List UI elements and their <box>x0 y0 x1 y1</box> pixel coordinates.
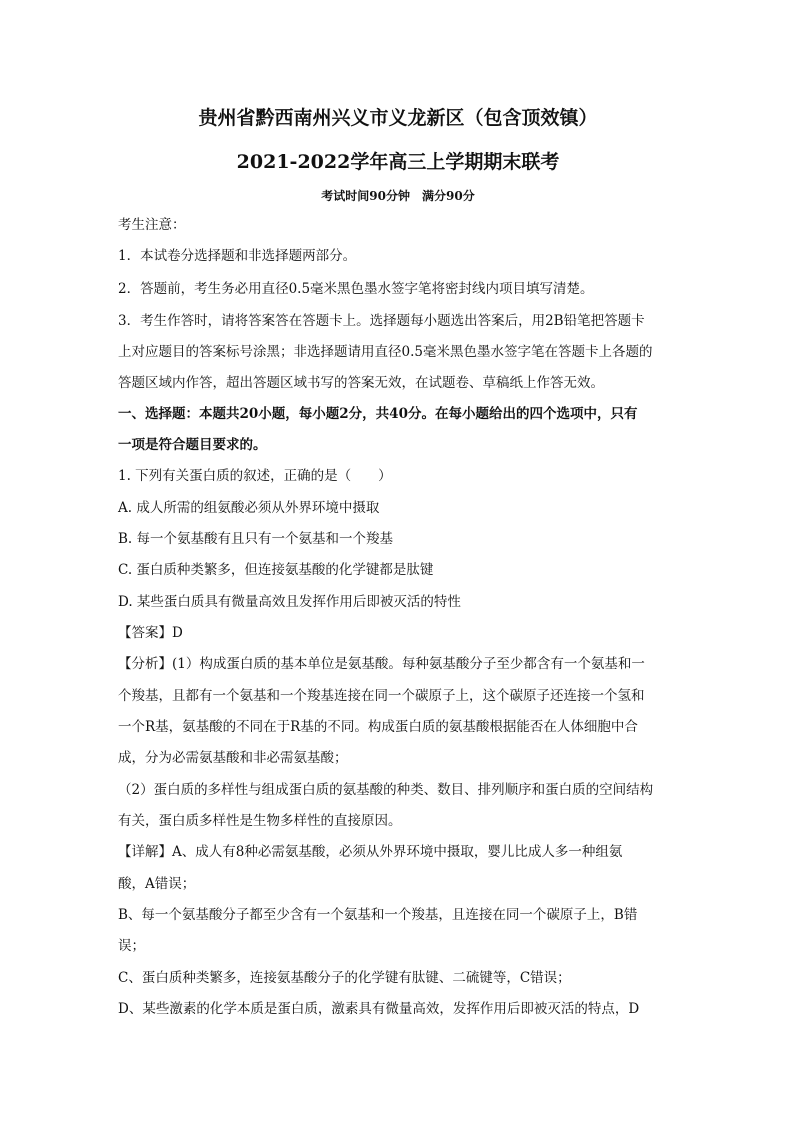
notice-heading: 考生注意： <box>118 217 186 233</box>
notice-item-3-line2: 上对应题目的答案标号涂黑；非选择题请用直径0.5毫米黑色墨水签字笔在答题卡上各题的 <box>118 344 653 360</box>
question1-option-c: C. 蛋白质种类繁多，但连接氨基酸的化学键都是肽键 <box>118 562 434 578</box>
section1-heading-line1: 一、选择题：本题共20小题，每小题2分，共40分。在每小题给出的四个选项中，只有 <box>118 406 638 422</box>
document-title-line2: 2021-2022学年高三上学期期末联考 <box>236 151 560 173</box>
notice-item-3-line1: 3．考生作答时，请将答案答在答题卡上。选择题每小题选出答案后，用2B铅笔把答题卡 <box>118 313 645 329</box>
notice-item-2: 2．答题前，考生务必用直径0.5毫米黑色墨水签字笔将密封线内项目填写清楚。 <box>118 281 594 297</box>
question1-option-a: A. 成人所需的组氨酸必须从外界环境中摄取 <box>118 500 380 516</box>
analysis-line4: 成，分为必需氨基酸和非必需氨基酸； <box>118 750 348 766</box>
analysis-line1: 【分析】(1）构成蛋白质的基本单位是氨基酸。每种氨基酸分子至少都含有一个氨基和一 <box>118 656 645 672</box>
detail-line2: 酸，A错误； <box>118 876 196 892</box>
question1-answer: 【答案】D <box>118 625 183 641</box>
section1-heading-line2: 一项是符合题目要求的。 <box>118 437 267 453</box>
detail-line5: C、蛋白质种类繁多，连接氨基酸分子的化学键有肽键、二硫键等，C错误； <box>118 970 571 986</box>
detail-line4: 误； <box>118 938 145 954</box>
detail-line3: B、每一个氨基酸分子都至少含有一个氨基和一个羧基，且连接在同一个碳原子上，B错 <box>118 907 638 923</box>
detail-line1: 【详解】A、成人有8种必需氨基酸，必须从外界环境中摄取，婴儿比成人多一种组氨 <box>118 844 623 860</box>
analysis-line6: 有关，蛋白质多样性是生物多样性的直接原因。 <box>118 813 402 829</box>
analysis-line3: 一个R基，氨基酸的不同在于R基的不同。构成蛋白质的氨基酸根据能否在人体细胞中合 <box>118 719 638 735</box>
notice-item-1: 1．本试卷分选择题和非选择题两部分。 <box>118 248 357 264</box>
analysis-line5: （2）蛋白质的多样性与组成蛋白质的氨基酸的种类、数目、排列顺序和蛋白质的空间结构 <box>118 782 654 798</box>
analysis-line2: 个羧基，且都有一个氨基和一个羧基连接在同一个碳原子上，这个碳原子还连接一个氢和 <box>118 688 645 704</box>
detail-line6: D、某些激素的化学本质是蛋白质，激素具有微量高效，发挥作用后即被灭活的特点，D <box>118 1001 640 1017</box>
question1-option-b: B. 每一个氨基酸有且只有一个氨基和一个羧基 <box>118 531 394 547</box>
question1-stem: 1. 下列有关蛋白质的叙述，正确的是（ ） <box>118 468 392 484</box>
notice-item-3-line3: 答题区域内作答，超出答题区域书写的答案无效，在试题卷、草稿纸上作答无效。 <box>118 375 604 391</box>
question1-option-d: D. 某些蛋白质具有微量高效且发挥作用后即被灭活的特性 <box>118 594 461 610</box>
document-title-line1: 贵州省黔西南州兴义市义龙新区（包含顶效镇） <box>198 107 598 129</box>
exam-meta: 考试时间90分钟 满分90分 <box>321 189 475 203</box>
